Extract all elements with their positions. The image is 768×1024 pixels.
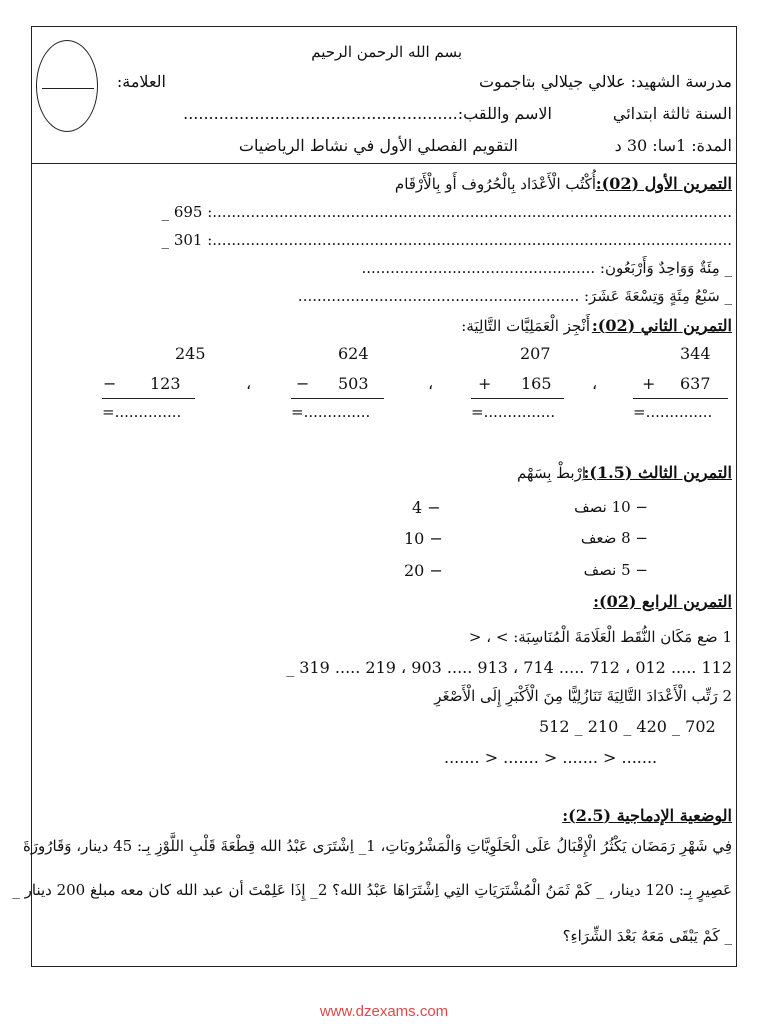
ex1-item-3: _ مِئَةٌ وَوَاحِدٌ وَأَرْبَعُون: ................................................. [361,259,732,277]
sep-2: ، [428,374,434,393]
ex3-title: التمرين الثالث (1.5): [583,463,732,482]
ex2-instruction: أَنْجِز الْعَمَلِيَّات التَّالِيَة: [461,317,590,335]
op4-top: 245 [175,344,206,363]
op2-top: 207 [520,344,551,363]
ex1-instruction: أُكْتُب الْأَعْدَاد بِالْحُرُوف أَو بِالْأَرْقَام [394,175,596,193]
op3-line [291,398,384,399]
school-name: مدرسة الشهيد: علالي جيلالي بتاجموت [478,72,732,91]
op1-result: =.............. [633,403,713,421]
op1-line [633,398,728,399]
op4-sign: − [103,374,117,393]
ex2-title: التمرين الثاني (02): [591,316,732,335]
op4-result: =.............. [102,403,182,421]
ex1-title: التمرين الأول (02): [595,174,732,193]
ex4-q2: 2 رَتِّب الْأَعْدَادَ التَّالِيَةَ تَنَازُلِيًّا مِنَ الْأَكْبَرِ إِلَى الْأَصْغَرِ [434,687,732,705]
header-divider [31,163,737,164]
grade-oval [36,40,98,132]
op3-result: =.............. [291,403,371,421]
ex4-q2-order: ....... > ....... > ....... > ....... [444,748,658,767]
ex3-instruction: اِرْبطْ بِسَهْم [516,464,586,482]
student-name-field: الاسم واللقب:...................................................... [183,104,552,123]
ex3-left-3: − 5 نصف [583,561,648,579]
sep-3: ، [246,374,252,393]
op1-top: 344 [680,344,711,363]
op2-result: =............... [471,403,556,421]
exam-frame [12,26,737,967]
ex3-right-1: 4 − [412,498,441,517]
ex1-item-1: _ 695 :............................................................................................................. [161,203,732,221]
ex3-left-2: − 8 ضعف [580,529,648,547]
op4-line [102,398,195,399]
op3-bottom: 503 [338,374,369,393]
basmala: بسم الله الرحمن الرحيم [311,43,462,61]
ex5-title: الوضعية الإدماجية (2.5): [562,806,732,825]
op2-sign: + [478,374,492,393]
op3-top: 624 [338,344,369,363]
op1-sign: + [642,374,656,393]
ex1-item-4: _ سَبْعُ مِئَةٍ وَتِسْعَةَ عَشَرَ: ........................................................... [297,287,732,305]
grade-oval-line [42,88,94,89]
op1-bottom: 637 [680,374,711,393]
op2-bottom: 165 [521,374,552,393]
ex5-line-1: فِي شَهْرِ رَمَضَان يَكْثُرُ الْإِقْبَالُ عَلَى الْحَلَوِيَّاتِ وَالْمَشْرُوبَاتِ، 1_ اِشْتَرَى عَبْدُ الله قِطْعَةَ قَلْبِ اللَّوْزِ بِـ: 45 دينار، وَقَارُورَةَ [22,837,732,855]
op3-sign: − [296,374,310,393]
ex4-q1-row: _ 319 ..... 219 ، 903 ..... 913 ، 714 ..... 712 ، 012 ..... 112 [286,658,732,677]
exam-duration: المدة: 1سا: 30 د [614,136,732,155]
ex4-q2-numbers: 512 _ 210 _ 420 _ 702 [539,717,716,736]
grade-label: العلامة: [116,72,166,91]
sep-1: ، [592,374,598,393]
exam-title: التقويم الفصلي الأول في نشاط الرياضيات [238,136,518,155]
ex5-line-2: عَصِيرٍ بِـ: 120 دينار، _ كَمْ ثَمَنُ الْمُشْتَرَيَاتِ التِي اِشْتَرَاهَا عَبْدُ الله؟ 2_ إِذَا عَلِمْتَ أن عبد الله كان معه مبلغ 200 دينار _ [12,881,732,899]
op4-bottom: 123 [150,374,181,393]
ex3-right-2: 10 − [404,529,443,548]
ex3-left-1: − 10 نصف [574,498,648,516]
ex1-item-2: _ 301 :............................................................................................................. [161,231,732,249]
ex5-line-3: _ كَمْ يَبْقَى مَعَهُ بَعْدَ الشِّرَاءِ؟ [562,927,732,945]
ex4-title: التمرين الرابع (02): [593,592,732,611]
ex3-right-3: 20 − [404,561,443,580]
op2-line [471,398,564,399]
school-year: السنة ثالثة ابتدائي [612,104,732,123]
footer-site-link[interactable]: www.dzexams.com [319,1003,449,1020]
ex4-q1: 1 ضع مَكَان النُّقَط الْعَلَامَةَ الْمُنَاسِبَة: > ، < [468,628,732,646]
